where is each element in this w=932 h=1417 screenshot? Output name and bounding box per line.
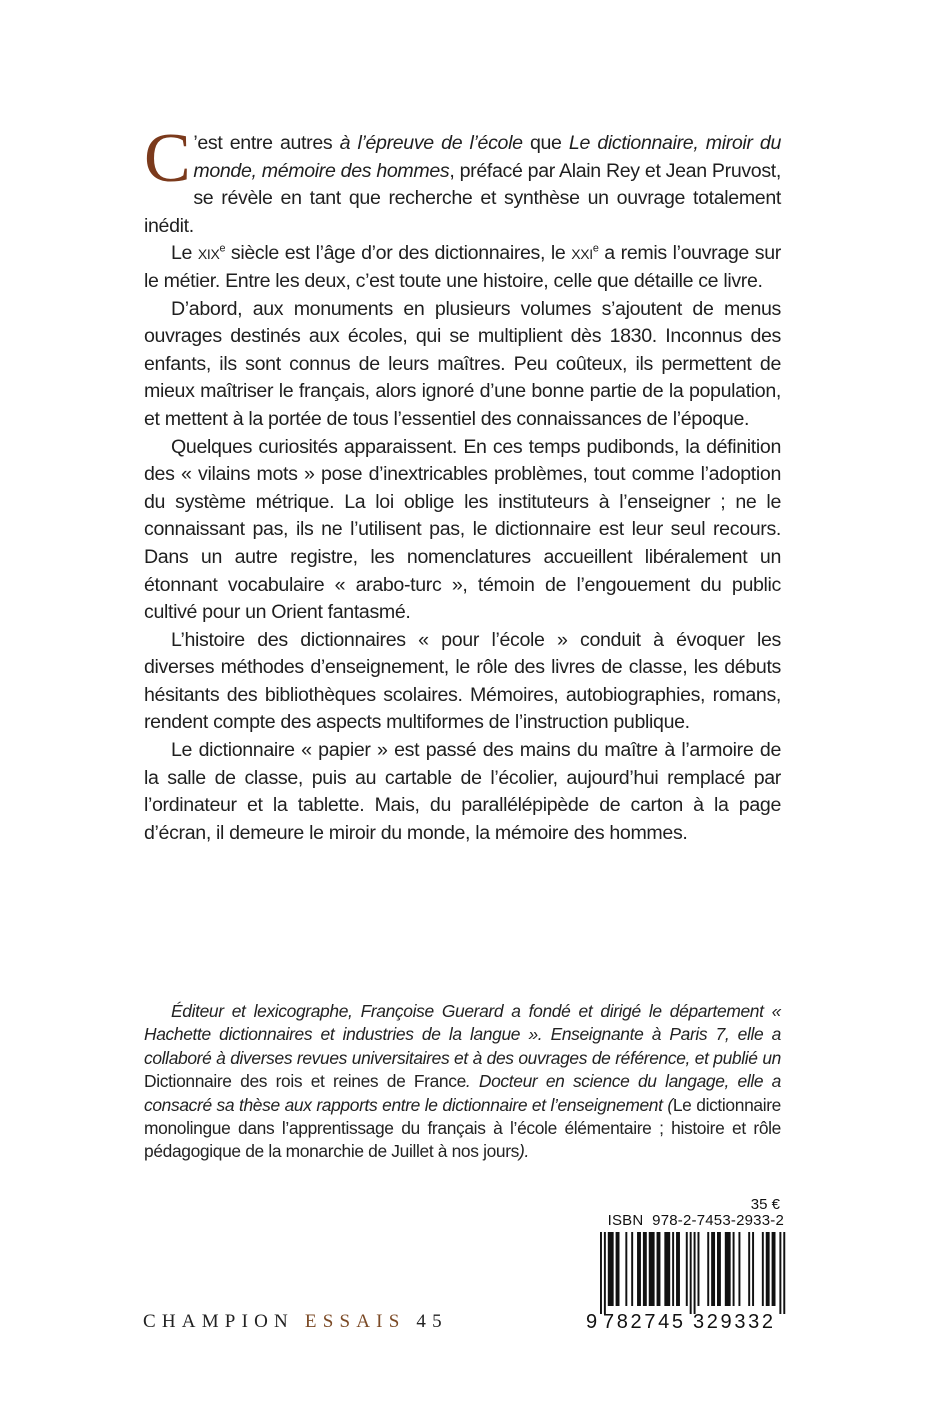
text-run: Le — [171, 242, 198, 265]
text-run: Le dictionnaire, miroir du monde, mémoire des hommes — [193, 132, 782, 182]
series-number: 45 — [416, 1311, 448, 1332]
barcode-bar — [649, 1232, 655, 1306]
barcode-bar — [772, 1232, 776, 1306]
barcode-bar — [616, 1232, 620, 1306]
barcode-right-digits: 329332 — [693, 1311, 773, 1332]
text-run: ). — [519, 1141, 529, 1162]
text-run: a remis l’ouvrage sur le métier. Entre les deux, c’est toute une histoire, celle que détaille ce livre. — [144, 242, 781, 292]
text-run: xxi — [571, 242, 593, 265]
barcode-bar — [766, 1232, 770, 1306]
series-name-part1: CHAMPION — [143, 1311, 294, 1332]
text-run: , préfacé par Alain Rey et Jean Pruvost, se révèle en tant que recherche et synthèse un ouvrage totalement inédit. — [144, 159, 781, 237]
text-run: Éditeur et lexicographe, Françoise Guerard a fondé et dirigé le département « Hachette dictionnaires et industries de la langue ». Enseignante à Paris 7, elle a collaboré à diverses revues universitaires et à des ouvrages de référence, et publié un — [144, 1001, 781, 1068]
blurb-paragraph — [144, 627, 781, 737]
text-run: e — [219, 242, 226, 255]
blurb-paragraph — [144, 240, 781, 295]
text-run: xix — [197, 242, 220, 265]
barcode-bar — [711, 1232, 715, 1306]
barcode-guard-bar — [783, 1232, 785, 1314]
barcode-bar — [643, 1232, 647, 1306]
barcode-bar — [676, 1232, 680, 1306]
author-bio-paragraph — [144, 1000, 781, 1164]
price-label: 35 € — [750, 1196, 780, 1213]
barcode-bar — [657, 1232, 661, 1306]
text-run: siècle est l’âge d’or des dictionnaires, le — [225, 242, 572, 265]
barcode-bar — [672, 1232, 674, 1306]
blurb-paragraph — [144, 737, 781, 847]
barcode-bar — [637, 1232, 641, 1306]
barcode-bar — [725, 1232, 731, 1306]
text-run: . Docteur en science du langage, elle a consacré sa thèse aux rapports entre le dictionnaire et l’enseignement ( — [144, 1071, 781, 1115]
barcode-bar — [625, 1232, 627, 1306]
text-run: Dictionnaire des rois et reines de France — [144, 1071, 466, 1092]
text-run: L’histoire des dictionnaires « pour l’école » conduit à évoquer les diverses méthodes d’enseignement, le rôle des livres de classe, les débuts hésitants des bibliothèques scolaires. Mémoires, autobiographies, romans, rendent compte des aspects multiformes de l’instruction publique. — [144, 628, 781, 734]
text-run: ’est entre autres — [193, 132, 340, 154]
barcode-bar — [707, 1232, 709, 1306]
blurb-text — [144, 120, 782, 847]
barcode-bar — [752, 1232, 754, 1306]
blurb-paragraph — [144, 434, 781, 627]
text-run: Le dictionnaire monolingue dans l’apprentissage du français à l’école élémentaire ; histoire et rôle pédagogique de la monarchie de Juillet à nos jours — [144, 1094, 781, 1162]
barcode-bar — [698, 1232, 700, 1306]
series-name-part2: ESSAIS — [304, 1311, 406, 1332]
barcode-bars — [600, 1232, 785, 1314]
barcode-bar — [762, 1232, 764, 1306]
barcode-bar — [631, 1232, 633, 1306]
ean13-barcode — [580, 1232, 790, 1332]
drop-cap: C — [144, 120, 191, 197]
author-bio — [144, 1000, 781, 1164]
barcode-bar — [738, 1232, 740, 1306]
barcode-bar — [748, 1232, 750, 1306]
isbn-prefix: ISBN — [607, 1212, 644, 1229]
text-run: Le dictionnaire « papier » est passé des mains du maître à l’armoire de la salle de classe, puis au cartable de l’écolier, aujourd’hui remplacé par l’ordinateur et la tablette. Mais, du parallélépipède de carton à la page d’écran, il demeure le miroir du monde, la mémoire des hommes. — [144, 739, 781, 844]
barcode-guard-bar — [694, 1232, 696, 1314]
barcode-guard-bar — [604, 1232, 606, 1314]
barcode-first-digit: 9 — [586, 1311, 598, 1332]
blurb-paragraph — [144, 120, 782, 240]
text-run: à l’épreuve de l’école — [339, 132, 523, 154]
barcode-guard-bar — [600, 1232, 602, 1314]
barcode-bar — [608, 1232, 614, 1306]
blurb-paragraph — [144, 296, 781, 434]
barcode-bar — [733, 1232, 735, 1306]
barcode-bar — [717, 1232, 721, 1306]
barcode-left-digits: 782745 — [603, 1311, 683, 1332]
barcode-guard-bar — [779, 1232, 781, 1314]
isbn-number: 978-2-7453-2933-2 — [652, 1212, 784, 1229]
barcode-bar — [686, 1232, 688, 1306]
text-run: Quelques curiosités apparaissent. En ces temps pudibonds, la définition des « vilains mots » pose d’inextricables problèmes, tout comme l’adoption du système métrique. La loi oblige les instituteurs à l’enseigner ; ne le connaissant pas, ils ne l’utilisent pas, le dictionnaire est leur seul recours. Dans un autre registre, les nomenclatures accueillent libéralement un étonnant vocabulaire « arabo-turc », témoin de l’engouement du public cultivé pour un Orient fantasmé. — [144, 435, 781, 624]
barcode-guard-bar — [690, 1232, 692, 1314]
series-imprint — [143, 1311, 448, 1333]
text-run: e — [592, 242, 599, 255]
barcode-bar — [664, 1232, 670, 1306]
isbn-label — [594, 1212, 784, 1229]
text-run: D’abord, aux monuments en plusieurs volumes s’ajoutent de menus ouvrages destinés aux écoles, qui se multiplient dès 1830. Inconnus des enfants, ils sont connus de leurs maîtres. Peu coûteux, ils permettent de mieux maîtriser le français, alors ignoré d’une bonne partie de la population, et mettent à la portée de tous l’essentiel des connaissances de l’époque. — [144, 297, 781, 430]
text-run: que — [522, 132, 569, 154]
